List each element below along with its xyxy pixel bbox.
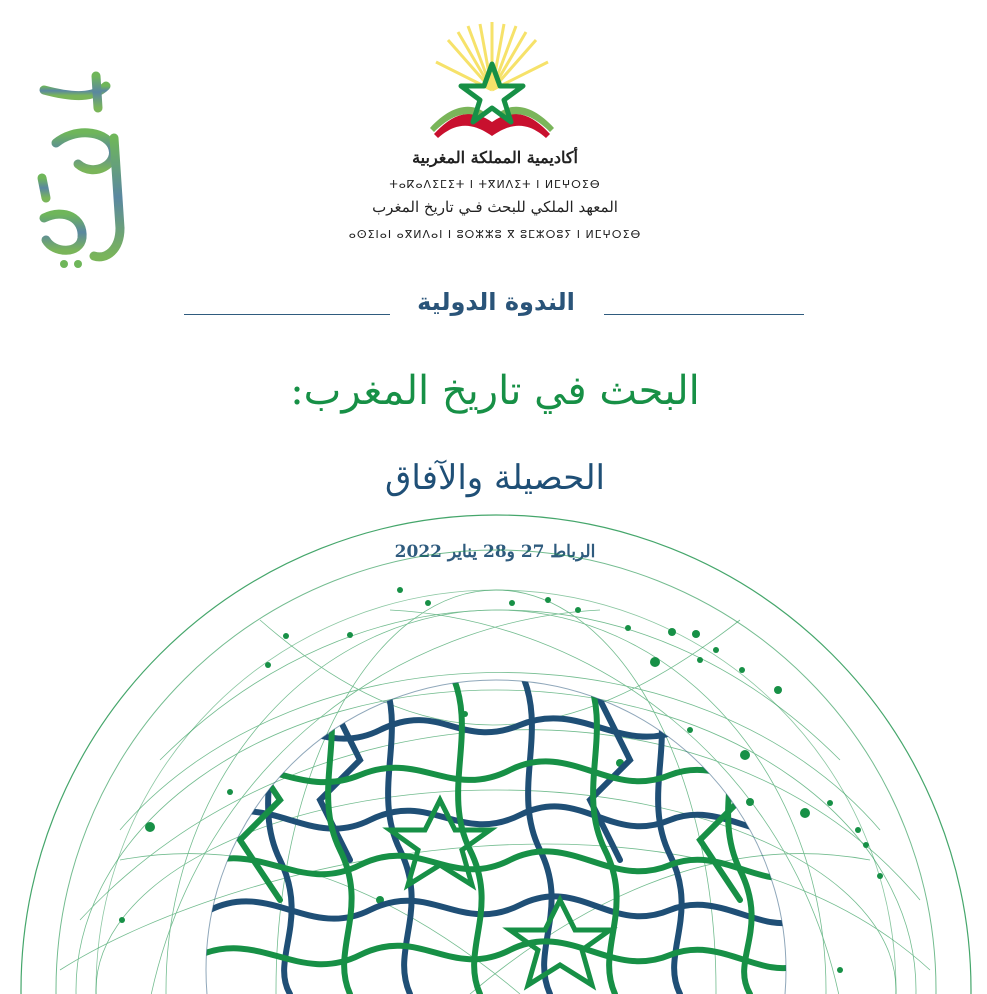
moroccan-star-crest-icon	[428, 18, 556, 146]
arabesque-globe-illustration	[0, 500, 987, 994]
org-name-tifinagh: ⵜⴰⴽⴰⴷⵉⵎⵉⵜ ⵏ ⵜⴳⵍⴷⵉⵜ ⵏ ⵍⵎⵖⵔⵉⴱ	[389, 178, 601, 191]
event-type-heading: الندوة الدولية	[417, 288, 575, 316]
calligraphy-mark-icon	[34, 68, 144, 268]
event-title: البحث في تاريخ المغرب:	[290, 368, 700, 414]
event-subtitle: الحصيلة والآفاق	[384, 458, 606, 498]
org-name-arabic: أكاديمية المملكة المغربية	[412, 148, 578, 167]
divider-right	[604, 314, 804, 315]
institute-name-tifinagh: ⴰⵙⵉⵏⴰⵏ ⴰⴳⵍⴷⴰⵏ ⵏ ⵓⵔⵣⵣⵓ ⴳ ⵓⵎⵣⵔⵓⵢ ⵏ ⵍⵎⵖⵔⵉⴱ	[348, 228, 642, 241]
event-date-place: الرباط 27 و28 يناير 2022	[394, 542, 596, 562]
divider-left	[184, 314, 390, 315]
institute-name-arabic: المعهد الملكي للبحث فـي تاريخ المغرب	[372, 198, 618, 216]
